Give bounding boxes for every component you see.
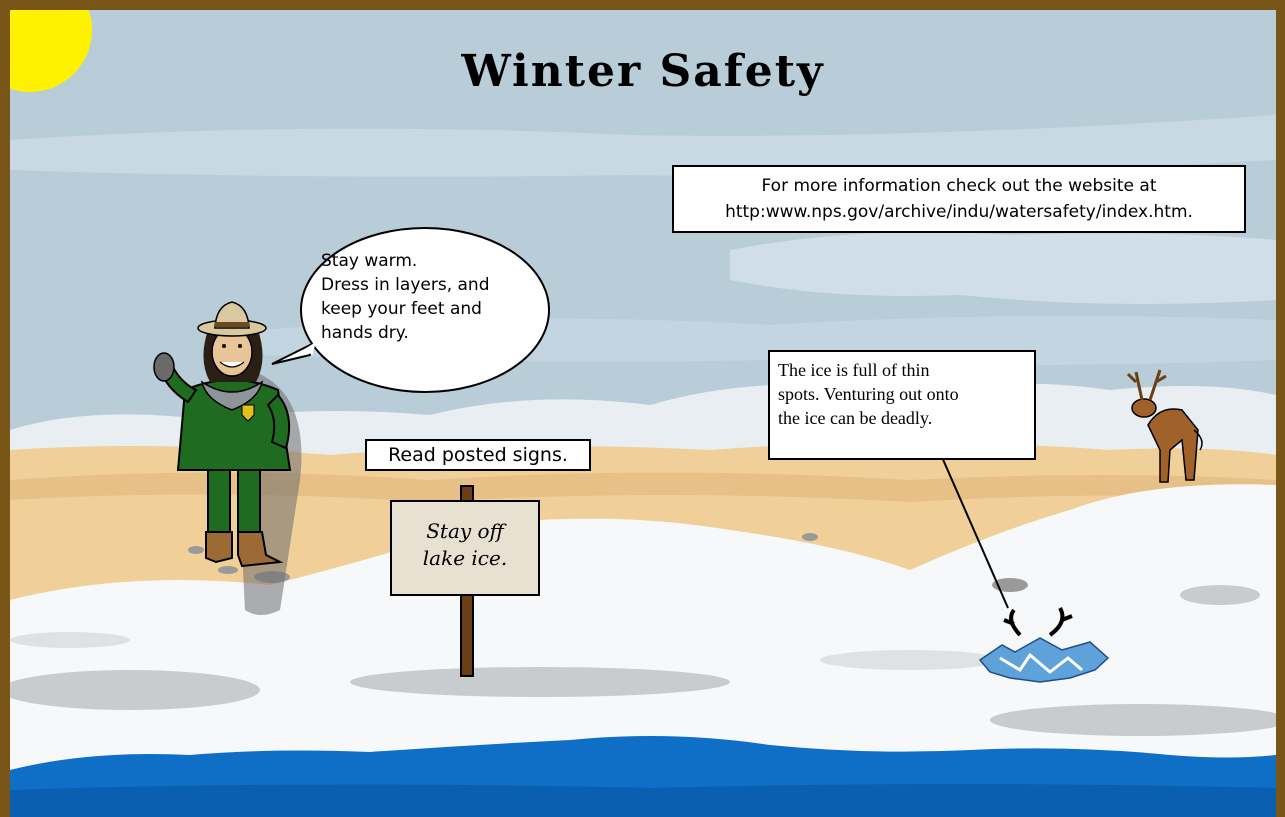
info-box (672, 165, 1246, 233)
scene-background (10, 10, 1276, 817)
ranger-speech-text (321, 249, 541, 345)
ice-line-2: spots. Venturing out onto (778, 384, 959, 404)
winter-scene (10, 10, 1276, 817)
ice-line-1: The ice is full of thin (778, 360, 930, 380)
read-signs-label: Read posted signs. (365, 439, 591, 471)
sign-line-2: lake ice. (422, 546, 508, 570)
ice-warning-box (768, 350, 1036, 460)
sign-line-1: Stay off (426, 519, 504, 543)
ranger-line-3: keep your feet and (321, 299, 482, 319)
info-line-2: http:www.nps.gov/archive/indu/watersafety/index.htm. (725, 202, 1193, 222)
page-title: Winter Safety (461, 46, 825, 97)
info-line-1: For more information check out the website at (761, 176, 1157, 196)
ranger-line-1: Stay warm. (321, 251, 418, 271)
ice-line-3: the ice can be deadly. (778, 408, 933, 428)
ranger-line-2: Dress in layers, and (321, 275, 490, 295)
signboard (390, 500, 540, 596)
ranger-line-4: hands dry. (321, 323, 409, 343)
